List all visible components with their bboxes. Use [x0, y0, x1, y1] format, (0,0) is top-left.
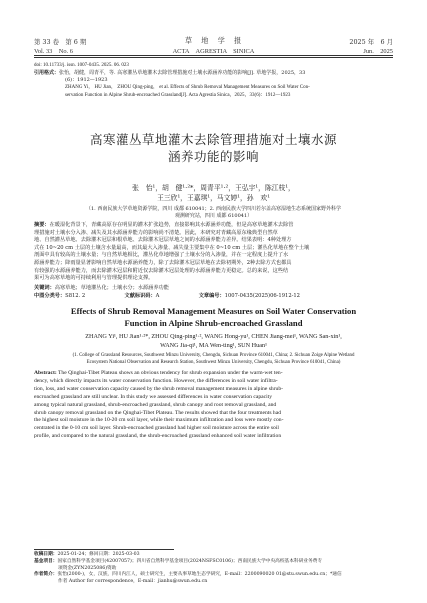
header-journal-en: ACTA AGRESTIA SINICA: [172, 48, 255, 55]
affil-cn-line-2: 观测研究站，四川 成都 610041）: [174, 213, 253, 220]
footnote-rule: [34, 549, 174, 550]
abstract-en-line-2: tion, loss, and water conservation capacity caused by the shrub removal management measures in alpine shrub-: [34, 385, 283, 392]
header-date-en: Jun. 2025: [363, 48, 393, 55]
abstract-en-line-5: shrub canopy removal grassland on the Qinghai-Tibet Plateau. The results showed that the four treatments had: [34, 409, 282, 416]
abstract-cn-line-3: 式在 10~20 cm 土层的土壤含水量最高，而其最大入渗量、减失量主要集中在 0~10 cm 土层；灌丛化草地在整个土壤: [34, 244, 310, 251]
footnote: [34, 552, 393, 586]
abstract-en-line-4: among typical natural grassland, shrub-encroached grassland, shrub canopy and root removal grassland, and: [34, 401, 277, 408]
title-en-line-2: Function in Alpine Shrub-encroached Grassland: [124, 318, 303, 328]
abstract-cn-line-7: 果可为高寒草地的可持续利用与管理提供理论支撑。: [34, 275, 154, 282]
abstract-cn-line-0: 在暖湿化背景下，青藏高原存在明显的灌木扩张趋势，直接影响其水源涵养功能，但是高寒草地灌木去除管: [49, 222, 294, 228]
classification-row: [34, 293, 393, 301]
citation-en-line-2: servation Function in Alpine Shrub-encroached Grassland[J]. Acta Agrestia Sinica，2025，33(6)：1912—1923: [65, 92, 291, 98]
keywords-cn-label: 关键词：: [34, 285, 55, 291]
doc-code-value: A: [155, 293, 160, 299]
header-volume-en: Vol. 33 No. 6: [34, 48, 73, 55]
header-journal-cn: 草 地 学 报: [184, 36, 243, 45]
received-dates: 2025-01-24；修回日期：2025-03-03: [57, 552, 140, 557]
doc-code-label: 文献标识码：: [124, 293, 156, 299]
affiliations-cn: [34, 206, 393, 220]
abstract-cn-line-5: 源涵养能力；降雨量显著影响自然草地水源涵养能力，除了去除灌木冠层草地在去除初期外，2种去除方式也都具: [34, 259, 292, 266]
authors-en-line-1: ZHANG Yi¹, HU Jian¹·²*, ZHOU Qing-ping¹·², WANG Hong-yu¹, CHEN Jiang-mei¹, WANG San-xin¹,: [85, 333, 342, 340]
affil-en-line-1: (1. College of Grassland Resources, Southwest Minzu University, Chengdu, Sichuan Province 610041, China; 2. Sichuan Zoige Alpine Wetland: [72, 353, 355, 358]
abstract-en-label: Abstract:: [34, 370, 57, 376]
abstract-cn-line-1: 理措施对土壤水分入渗、减失及其水源涵养能力的影响尚不清楚。因此，本研究对青藏高原东缘典型自然草: [34, 229, 278, 236]
abstract-en-line-8: profile, and compared to the natural grassland, the shrub-encroached grassland enhanced soil water infiltration: [34, 433, 282, 440]
abstract-en-line-6: the highest soil moisture in the 10-20 cm soil layer, while their maximum infiltration and loss were mostly con-: [34, 417, 284, 424]
title-cn-line-2: 涵养功能的影响: [167, 149, 259, 164]
title-cn: [34, 131, 393, 165]
abstract-en: [34, 370, 393, 441]
abstract-cn-line-2: 地、自然灌丛草地、去除灌木冠层和根草地、去除灌木冠层草地之间的水源涵养能力差异。结果表明：4种处理方: [34, 237, 292, 244]
abstract-en-line-3: encroached grassland are still unclear. In this study we assessed differences in water conservation capacity: [34, 393, 273, 400]
clc-label: 中图分类号：: [34, 293, 66, 299]
authors-cn: [34, 183, 393, 203]
citation-cn-line-2: (6)：1912—1923: [65, 77, 108, 84]
article-no-label: 文章编号：: [198, 293, 225, 299]
keywords-cn: [34, 285, 393, 293]
authors-en-line-2: WANG Jia-qi¹, MA Wen-ting¹, SUN Huan¹: [160, 342, 267, 349]
affiliations-en: [34, 352, 393, 366]
citation-label: 引用格式：: [34, 70, 60, 76]
authors-en: [34, 332, 393, 350]
fund-line-2: 项资金(ZYN2025086)资助: [58, 565, 117, 571]
authors-cn-line-1: 张 怡¹，胡 健¹·²*，周青平¹·²，王弘宇¹，陈江枝¹，: [132, 184, 295, 192]
fund-line-1: 国家自然科学基金项目(42007057)；四川省自然科学基金项目(2024NSFSC0106)；西南民族大学中央高校基本科研业务费专: [57, 558, 323, 564]
authors-cn-line-2: 王三欣¹，王嘉琪¹，马文婷¹，孙 欢¹: [157, 194, 270, 202]
header-volume-cn: 第 33 卷 第 6 期: [34, 38, 87, 46]
header-date-cn: 2025 年 6 月: [349, 38, 393, 46]
abstract-cn-line-4: 剖面中具有较高的土壤水量；与自然草地相比，灌丛化草地增强了土壤水分的入渗量，并在一定程度上提升了水: [34, 252, 289, 259]
title-en: [34, 305, 393, 329]
title-en-line-1: Effects of Shrub Removal Management Measures on Soil Water Conservation: [70, 306, 357, 316]
article-no-value: 1007-0435(2025)06-1912-12: [224, 293, 300, 299]
abstract-en-line-0: The Qinghai-Tibet Plateau shows an obvious tendency for shrub expansion under the warm-wet ten-: [58, 370, 283, 376]
title-cn-line-1: 高寒灌丛草地灌木去除管理措施对土壤水源: [89, 132, 337, 147]
citation-en-line-1: ZHANG Yi， HU Jian， ZHOU Qing-ping， et al. Effects of Shrub Removal Management Measures on Soil Water Con-: [65, 85, 310, 91]
citation-block: [34, 70, 394, 99]
author-intro-line-2: 作者 Author for correspondence，E-mail：jianhu@swun.edu.cn: [58, 579, 208, 585]
doi[interactable]: doi: 10.11733/j. issn. 1007-0435. 2025. 06. 023: [34, 63, 129, 68]
received-label: 收稿日期：: [34, 552, 58, 557]
affil-en-line-2: Ecosystem National Observation and Research Station, Southwest Minzu University, Chengdu, Sichuan Province 610041, China): [86, 360, 341, 366]
fund-label: 基金项目：: [34, 558, 58, 564]
abstract-cn: [34, 222, 393, 283]
clc-value: S812. 2: [65, 293, 86, 299]
abstract-cn-label: 摘要：: [34, 222, 50, 228]
author-intro-line-1: 张怡(2000-)，女，汉族，四川内江人，硕士研究生，主要从事草地生态学研究，E-mail：2200090020 01@stu.swun.edu.cn；*通信: [57, 572, 342, 578]
abstract-en-line-7: centrated in the 0-10 cm soil layer. Shrub-encroached grassland had higher soil moisture across the entire soil: [34, 425, 279, 432]
citation-cn-line-1: 张怡，胡健，周青平，等. 高寒灌丛草地灌木去除管理措施对土壤水源涵养功能的影响[J]. 草地学报，2025，33: [59, 70, 306, 76]
affil-cn-line-1: （1. 西南民族大学草地资源学院，四川 成都 610041；2. 西南民族大学四川若尔盖高寒湿地生态系统国家野外科学: [86, 206, 341, 212]
header-rule-thin: [34, 57, 393, 58]
abstract-en-line-1: dency, which directly impacts its water conservation function. However, the differences in soil water infiltra-: [34, 377, 278, 384]
author-intro-label: 作者简介：: [34, 572, 58, 578]
keywords-cn-text: 高寒草地；草地灌丛化；土壤水分；水源涵养功能: [54, 285, 169, 291]
abstract-cn-line-6: 有较强的水源涵养能力，而去除灌木冠层和附近仅去除灌木冠层处理的水源涵养能力更稳定。总的来说，这些结: [34, 267, 289, 274]
